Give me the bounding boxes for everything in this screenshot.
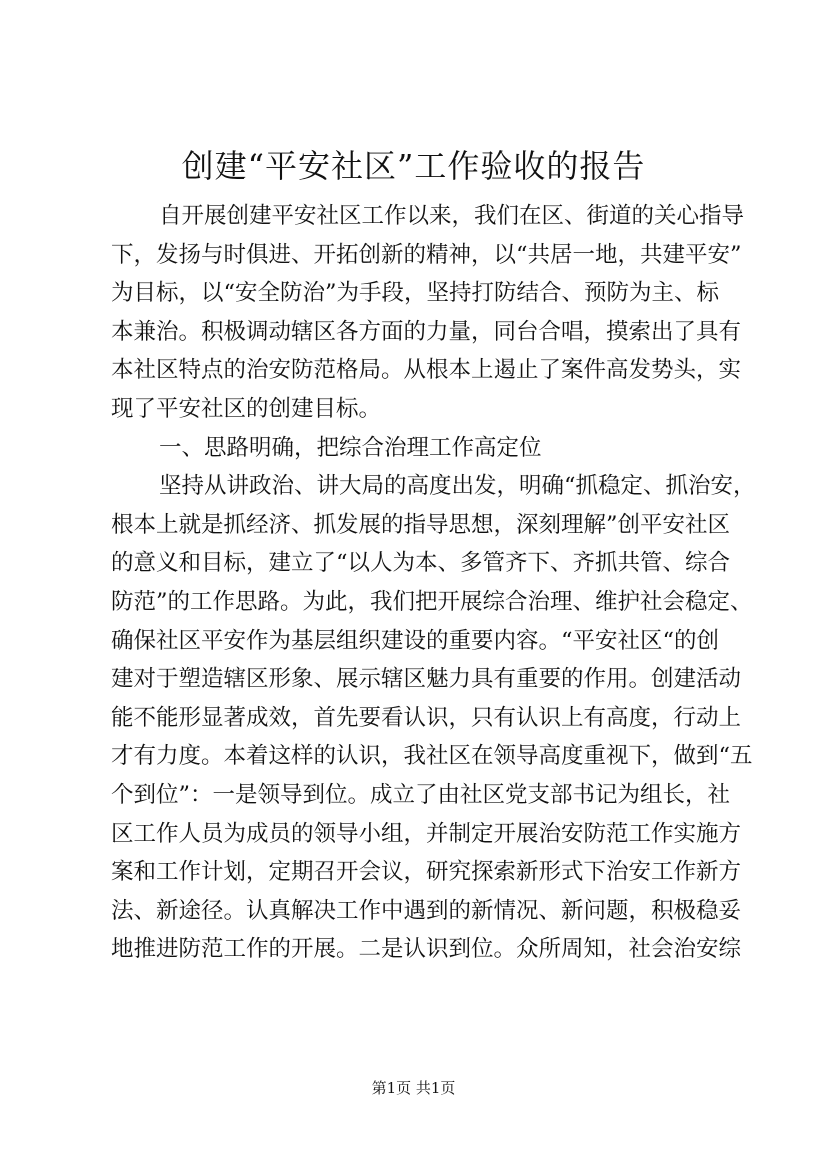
paragraph-line: 本兼治。积极调动辖区各方面的力量，同台合唱，摸索出了具有 <box>111 318 742 345</box>
paragraph-line: 坚持从讲政治、讲大局的高度出发，明确“抓稳定、抓治安， <box>159 473 756 500</box>
paragraph-line: 地推进防范工作的开展。二是认识到位。众所周知，社会治安综 <box>111 936 742 963</box>
document-body <box>111 197 756 969</box>
paragraph-line: 案和工作计划，定期召开会议，研究探索新形式下治安工作新方 <box>111 859 742 886</box>
paragraph-line: 自开展创建平安社区工作以来，我们在区、街道的关心指导 <box>159 203 745 229</box>
paragraph-line: 根本上就是抓经济、抓发展的指导思想，深刻理解”创平安社区 <box>111 511 731 538</box>
paragraph-line: 确保社区平安作为基层组织建设的重要内容。“平安社区“的创 <box>111 627 720 654</box>
paragraph-line: 本社区特点的治安防范格局。从根本上遏止了案件高发势头，实 <box>111 357 742 384</box>
paragraph-line: 现了平安社区的创建目标。 <box>111 395 382 422</box>
section-heading: 一、思路明确，把综合治理工作高定位 <box>159 434 542 461</box>
paragraph-line: 法、新途径。认真解决工作中遇到的新情况、新问题，积极稳妥 <box>111 897 742 924</box>
paragraph-line: 下，发扬与时俱进、开拓创新的精神，以“共居一地，共建平安” <box>111 241 742 268</box>
paragraph-line: 个到位”：一是领导到位。成立了由社区党支部书记为组长，社 <box>111 781 731 808</box>
paragraph-line: 的意义和目标，建立了“以人为本、多管齐下、齐抓共管、综合 <box>111 550 731 577</box>
document-title: 创建“平安社区”工作验收的报告 <box>181 147 646 185</box>
paragraph-line: 区工作人员为成员的领导小组，并制定开展治安防范工作实施方 <box>111 820 742 847</box>
page-footer: 第1页 共1页 <box>371 1079 456 1097</box>
paragraph-line: 防范”的工作思路。为此，我们把开展综合治理、维护社会稳定、 <box>111 588 753 615</box>
paragraph-line: 建对于塑造辖区形象、展示辖区魅力具有重要的作用。创建活动 <box>111 666 742 693</box>
paragraph-line: 能不能形显著成效，首先要看认识，只有认识上有高度，行动上 <box>111 704 742 731</box>
paragraph-line: 为目标，以“安全防治”为手段，坚持打防结合、预防为主、标 <box>111 280 720 307</box>
paragraph-line: 才有力度。本着这样的认识，我社区在领导高度重视下，做到“五 <box>111 743 753 770</box>
